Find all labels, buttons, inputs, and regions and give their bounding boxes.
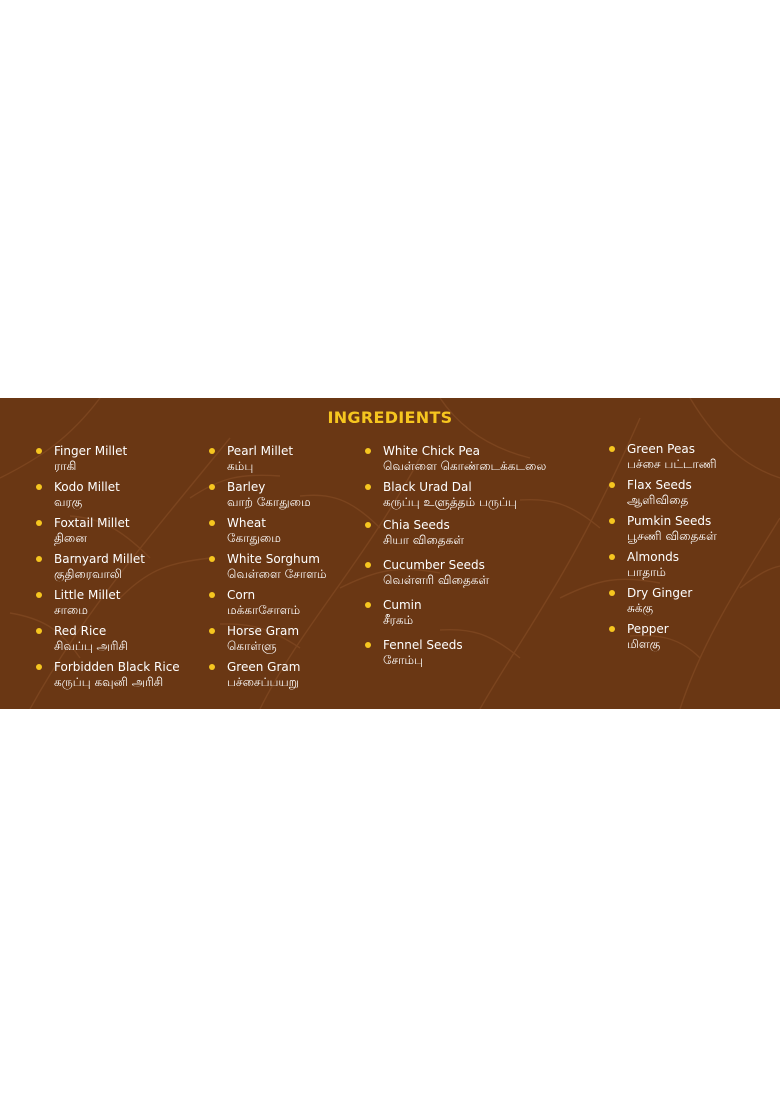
bullet-icon — [365, 642, 371, 648]
bullet-icon — [609, 518, 615, 524]
list-item: Barley வாற் கோதுமை — [209, 480, 327, 510]
list-item: Pepper மிளகு — [609, 622, 717, 652]
bullet-icon — [36, 556, 42, 562]
list-item: Kodo Millet வரகு — [36, 480, 180, 510]
list-item: Barnyard Millet குதிரைவாலி — [36, 552, 180, 582]
ingredients-banner — [0, 398, 780, 709]
list-item: Red Rice சிவப்பு அரிசி — [36, 624, 180, 654]
list-item: Fennel Seeds சோம்பு — [365, 638, 546, 668]
bullet-icon — [365, 562, 371, 568]
list-item: Almonds பாதாம் — [609, 550, 717, 580]
bullet-icon — [36, 484, 42, 490]
bullet-icon — [365, 522, 371, 528]
bullet-icon — [365, 484, 371, 490]
bullet-icon — [36, 628, 42, 634]
bullet-icon — [209, 520, 215, 526]
bullet-icon — [209, 664, 215, 670]
ingredients-column-4 — [609, 442, 717, 652]
list-item: Dry Ginger சுக்கு — [609, 586, 717, 616]
bullet-icon — [36, 448, 42, 454]
bullet-icon — [609, 554, 615, 560]
bullet-icon — [209, 556, 215, 562]
list-item: Pumkin Seeds பூசணி விதைகள் — [609, 514, 717, 544]
bullet-icon — [209, 448, 215, 454]
list-item: Corn மக்காசோளம் — [209, 588, 327, 618]
bullet-icon — [609, 482, 615, 488]
ingredients-column-1 — [36, 444, 180, 690]
list-item: Green Gram பச்சைப்பயறு — [209, 660, 327, 690]
bullet-icon — [209, 628, 215, 634]
bullet-icon — [365, 602, 371, 608]
list-item: Cumin சீரகம் — [365, 598, 546, 628]
list-item: Little Millet சாமை — [36, 588, 180, 618]
list-item: Green Peas பச்சை பட்டாணி — [609, 442, 717, 472]
bullet-icon — [609, 590, 615, 596]
ingredients-column-3 — [365, 444, 546, 668]
bullet-icon — [36, 520, 42, 526]
ingredients-column-2 — [209, 444, 327, 690]
list-item: Chia Seeds சியா விதைகள் — [365, 518, 546, 548]
bullet-icon — [36, 664, 42, 670]
bullet-icon — [609, 626, 615, 632]
bullet-icon — [609, 446, 615, 452]
bullet-icon — [209, 592, 215, 598]
list-item: Foxtail Millet தினை — [36, 516, 180, 546]
list-item: Forbidden Black Rice கருப்பு கவுனி அரிசி — [36, 660, 180, 690]
ingredients-title: INGREDIENTS — [327, 408, 453, 427]
list-item: Wheat கோதுமை — [209, 516, 327, 546]
bullet-icon — [209, 484, 215, 490]
list-item: Horse Gram கொள்ளு — [209, 624, 327, 654]
bullet-icon — [36, 592, 42, 598]
list-item: Pearl Millet கம்பு — [209, 444, 327, 474]
list-item: Finger Millet ராகி — [36, 444, 180, 474]
list-item: White Chick Pea வெள்ளை கொண்டைக்கடலை — [365, 444, 546, 474]
list-item: Cucumber Seeds வெள்ளரி விதைகள் — [365, 558, 546, 588]
bullet-icon — [365, 448, 371, 454]
list-item: Flax Seeds ஆளிவிதை — [609, 478, 717, 508]
list-item: White Sorghum வெள்ளை சோளம் — [209, 552, 327, 582]
list-item: Black Urad Dal கருப்பு உளுத்தம் பருப்பு — [365, 480, 546, 510]
